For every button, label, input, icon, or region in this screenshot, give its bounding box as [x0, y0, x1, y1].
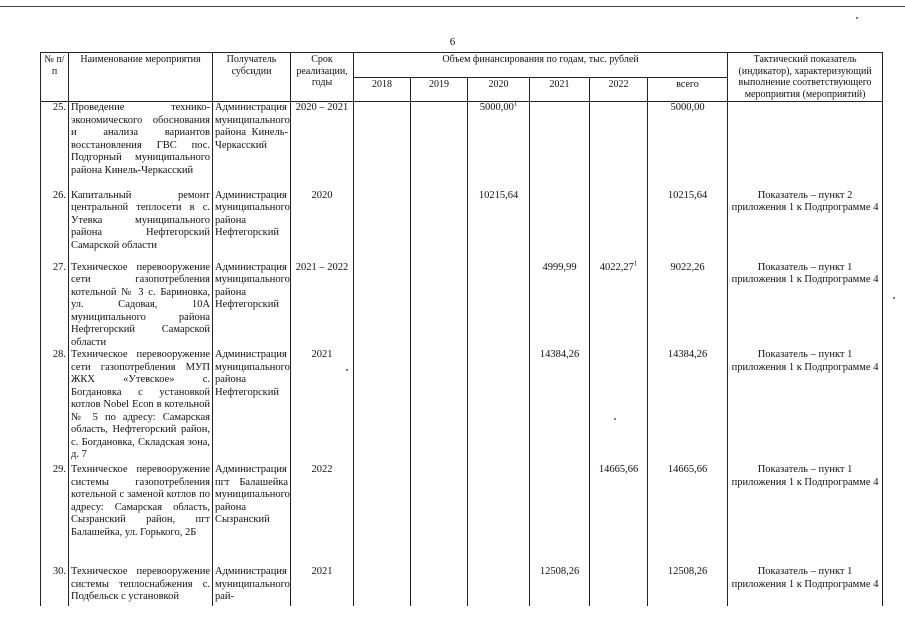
value-2018 [354, 102, 411, 190]
row-number: 26. [41, 190, 69, 262]
page-number: 6 [449, 36, 456, 48]
implementation-term: 2021 [291, 566, 354, 606]
value-2019 [411, 190, 468, 262]
value-2018 [354, 464, 411, 566]
header-recipient: Получатель субсидии [213, 53, 291, 102]
value-2021: 12508,26 [530, 566, 590, 606]
scan-speck [856, 17, 858, 19]
indicator-text: Показатель – пункт 2 приложения 1 к Подпрограмме 4 [728, 190, 883, 262]
value-2018 [354, 349, 411, 464]
value-2018 [354, 566, 411, 606]
activity-name: Капитальный ремонт центральной теплосети в с. Утевка муниципального района Нефтегорский Самарской области [69, 190, 213, 262]
value-2022-amount: 4022,27 [599, 261, 634, 273]
value-2022 [590, 566, 648, 606]
value-2018 [354, 190, 411, 262]
value-2020-amount: 10215,64 [478, 189, 519, 201]
indicator-text: Показатель – пункт 1 приложения 1 к Подпрограмме 4 [728, 262, 883, 350]
value-total: 14384,26 [648, 349, 728, 464]
table-row [41, 262, 883, 350]
header-name: Наименование мероприятия [69, 53, 213, 102]
value-2020 [468, 566, 530, 606]
header-no: № п/п [41, 53, 69, 102]
value-total: 10215,64 [648, 190, 728, 262]
value-2022 [590, 349, 648, 464]
value-2021 [530, 464, 590, 566]
table-row [41, 566, 883, 606]
implementation-term: 2021 [291, 349, 354, 464]
scan-speck [893, 297, 895, 299]
value-2019 [411, 566, 468, 606]
value-2022-amount: 14665,66 [598, 464, 639, 475]
activity-name: Техническое перевооружение системы теплоснабжения с. Подбельск с установкой [69, 566, 213, 606]
value-2018 [354, 262, 411, 350]
header-year-2022: 2022 [590, 77, 648, 102]
subsidy-recipient: Администрация муниципального района Нефтегорский [213, 190, 291, 262]
row-number: 30. [41, 566, 69, 606]
header-year-2021: 2021 [530, 77, 590, 102]
value-2020 [468, 464, 530, 566]
subsidy-recipient: Администрация муниципального рай- [213, 566, 291, 606]
subsidy-recipient: Администрация пгт Балашейка муниципального района Сызранский [213, 464, 291, 566]
table-row [41, 349, 883, 464]
activity-name: Техническое перевооружение сети газопотребления МУП ЖКХ «Утевское» с. Богдановка с установкой котлов Nobel Econ в котельной № 5 по адресу: Самарская область, Нефтегорский район, с. Богдановка, Складская зона, д. 7 [69, 349, 213, 464]
top-border-line [0, 6, 905, 7]
indicator-text: Показатель – пункт 1 приложения 1 к Подпрограмме 4 [728, 349, 883, 464]
header-year-2019: 2019 [411, 77, 468, 102]
value-total: 9022,26 [648, 262, 728, 350]
value-2022 [590, 102, 648, 190]
value-2019 [411, 262, 468, 350]
value-2021 [530, 190, 590, 262]
subsidy-recipient: Администрация муниципального района Нефтегорский [213, 349, 291, 464]
indicator-text: Показатель – пункт 1 приложения 1 к Подпрограмме 4 [728, 464, 883, 566]
footnote-mark: 1 [633, 259, 638, 267]
row-number: 29. [41, 464, 69, 566]
row-number: 27. [41, 262, 69, 350]
value-2020 [468, 349, 530, 464]
value-total: 5000,00 [648, 102, 728, 190]
header-year-2020: 2020 [468, 77, 530, 102]
indicator-text [728, 102, 883, 190]
implementation-term: 2020 [291, 190, 354, 262]
value-2021 [530, 102, 590, 190]
value-2020 [468, 262, 530, 350]
header-volume: Объем финансирования по годам, тыс. рублей [354, 53, 728, 78]
row-number: 25. [41, 102, 69, 190]
subsidy-recipient: Администрация муниципального района Нефтегорский [213, 262, 291, 350]
value-2019 [411, 349, 468, 464]
value-2022 [590, 464, 648, 566]
value-2019 [411, 102, 468, 190]
header-total: всего [648, 77, 728, 102]
activity-name: Проведение технико-экономического обоснования и анализа вариантов восстановления ГВС пос. Подгорный муниципального района Кинель-Черкасский [69, 102, 213, 190]
table-row [41, 190, 883, 262]
table-row [41, 464, 883, 566]
header-indicator: Тактический показатель (индикатор), характеризующий выполнение соответствующего мероприятия (мероприятий) [728, 53, 883, 102]
implementation-term: 2020 – 2021 [291, 102, 354, 190]
table-row [41, 102, 883, 190]
value-2019 [411, 464, 468, 566]
value-2022 [590, 190, 648, 262]
implementation-term: 2022 [291, 464, 354, 566]
footnote-mark: 1 [513, 99, 518, 108]
activity-name: Техническое перевооружение системы газопотребления котельной с заменой котлов по адресу: Самарская область, Сызранский район, пгт Балашейка, ул. Горького, 2Б [69, 464, 213, 566]
value-2022 [590, 259, 648, 350]
implementation-term: 2021 – 2022 [291, 262, 354, 350]
header-year-2018: 2018 [354, 77, 411, 102]
financing-table [40, 52, 883, 606]
value-2021: 14384,26 [530, 349, 590, 464]
header-term: Срок реализации, годы [291, 53, 354, 102]
indicator-text: Показатель – пункт 1 приложения 1 к Подпрограмме 4 [728, 566, 883, 606]
activity-name: Техническое перевооружение сети газопотребления котельной № 3 с. Бариновка, ул. Садовая, 10А муниципального района Нефтегорский Самарской области [69, 262, 213, 350]
subsidy-recipient: Администрация муниципального района Кинель-Черкасский [213, 102, 291, 190]
value-2020 [468, 190, 530, 262]
row-number: 28. [41, 349, 69, 464]
value-2020-amount: 5000,00 [479, 102, 514, 113]
value-2020 [468, 99, 530, 190]
value-total: 12508,26 [648, 566, 728, 606]
value-total: 14665,66 [648, 464, 728, 566]
value-2021: 4999,99 [530, 262, 590, 350]
